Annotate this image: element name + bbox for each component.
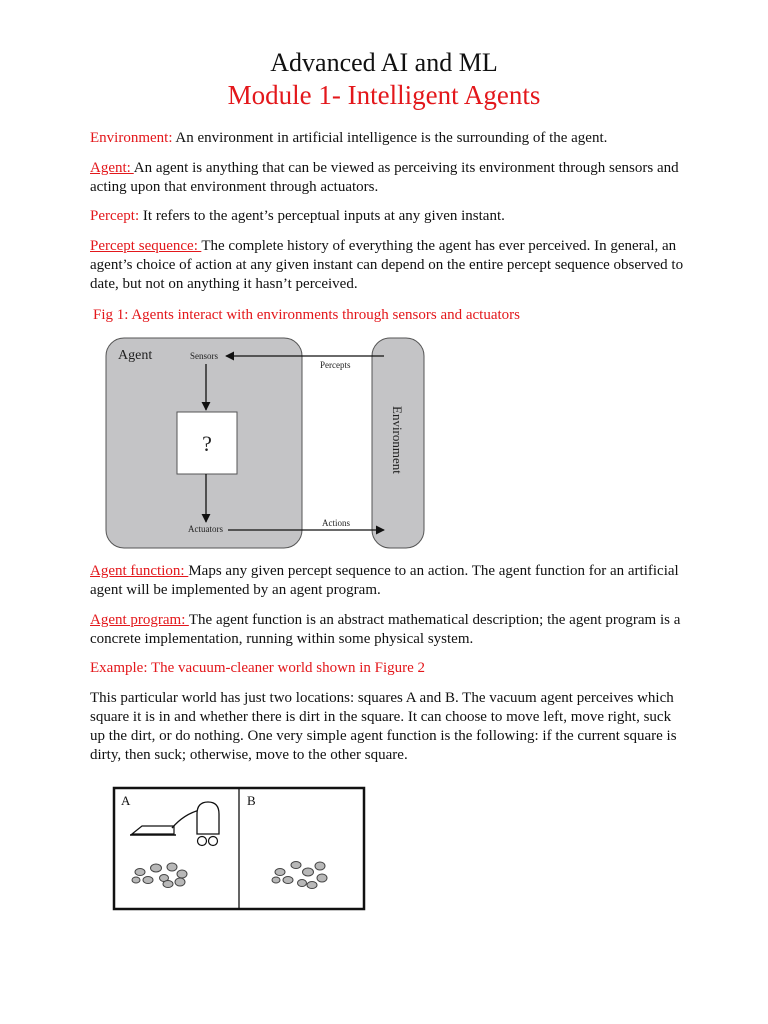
term-agent-function: Agent function: <box>90 563 189 579</box>
agent-label: Agent <box>118 348 153 363</box>
actions-label: Actions <box>322 518 350 528</box>
text-agent: An agent is anything that can be viewed as perceiving its environment through sensors and acting upon that environment through actuators. <box>90 160 679 195</box>
actuators-label: Actuators <box>188 524 223 534</box>
example-paragraph: This particular world has just two locations: squares A and B. The vacuum agent perceives which square it is in and whether there is dirt in the square. It can choose to move left, move right, suck up the dirt, or do nothing. One very simple agent function is the following: if the current square is dirty, then suck; otherwise, move to the other square. <box>90 690 677 763</box>
page-title: Advanced AI and ML <box>270 48 498 77</box>
term-percept: Percept: <box>90 208 140 224</box>
text-agent-function: Maps any given percept sequence to an action. The agent function for an artificial agent will be implemented by an agent program. <box>90 563 679 598</box>
definition-environment <box>90 129 686 148</box>
figure1-agent-diagram <box>100 334 430 552</box>
page-subtitle: Module 1- Intelligent Agents <box>227 80 541 110</box>
text-agent-program: The agent function is an abstract mathematical description; the agent program is a concrete implementation, running within some physical system. <box>90 612 681 647</box>
definition-percept-sequence <box>90 237 686 294</box>
text-percept-sequence: The complete history of everything the agent has ever perceived. In general, an agent’s choice of action at any given instant can depend on the entire percept sequence observed to date, but not on anything it hasn’t perceived. <box>90 238 684 292</box>
percepts-label: Percepts <box>320 360 351 370</box>
environment-label: Environment <box>390 406 405 474</box>
term-environment: Environment: <box>90 130 173 146</box>
term-percept-sequence: Percept sequence: <box>90 238 202 254</box>
square-a-label: A <box>121 793 131 808</box>
example-heading: Example: The vacuum-cleaner world shown in Figure 2 <box>90 660 426 676</box>
definition-agent-function <box>90 562 686 600</box>
term-agent: Agent: <box>90 160 134 176</box>
term-agent-program: Agent program: <box>90 612 189 628</box>
text-environment: An environment in artificial intelligence is the surrounding of the agent. <box>172 130 608 146</box>
text-percept: It refers to the agent’s perceptual inputs at any given instant. <box>139 208 505 224</box>
definition-percept <box>90 207 686 226</box>
definition-agent-program <box>90 611 686 649</box>
process-question-mark: ? <box>202 431 212 456</box>
figure2-vacuum-world <box>112 786 366 912</box>
sensors-label: Sensors <box>190 351 219 361</box>
square-b-label: B <box>247 793 256 808</box>
definition-agent <box>90 159 686 197</box>
figure1-caption: Fig 1: Agents interact with environments through sensors and actuators <box>93 307 521 323</box>
